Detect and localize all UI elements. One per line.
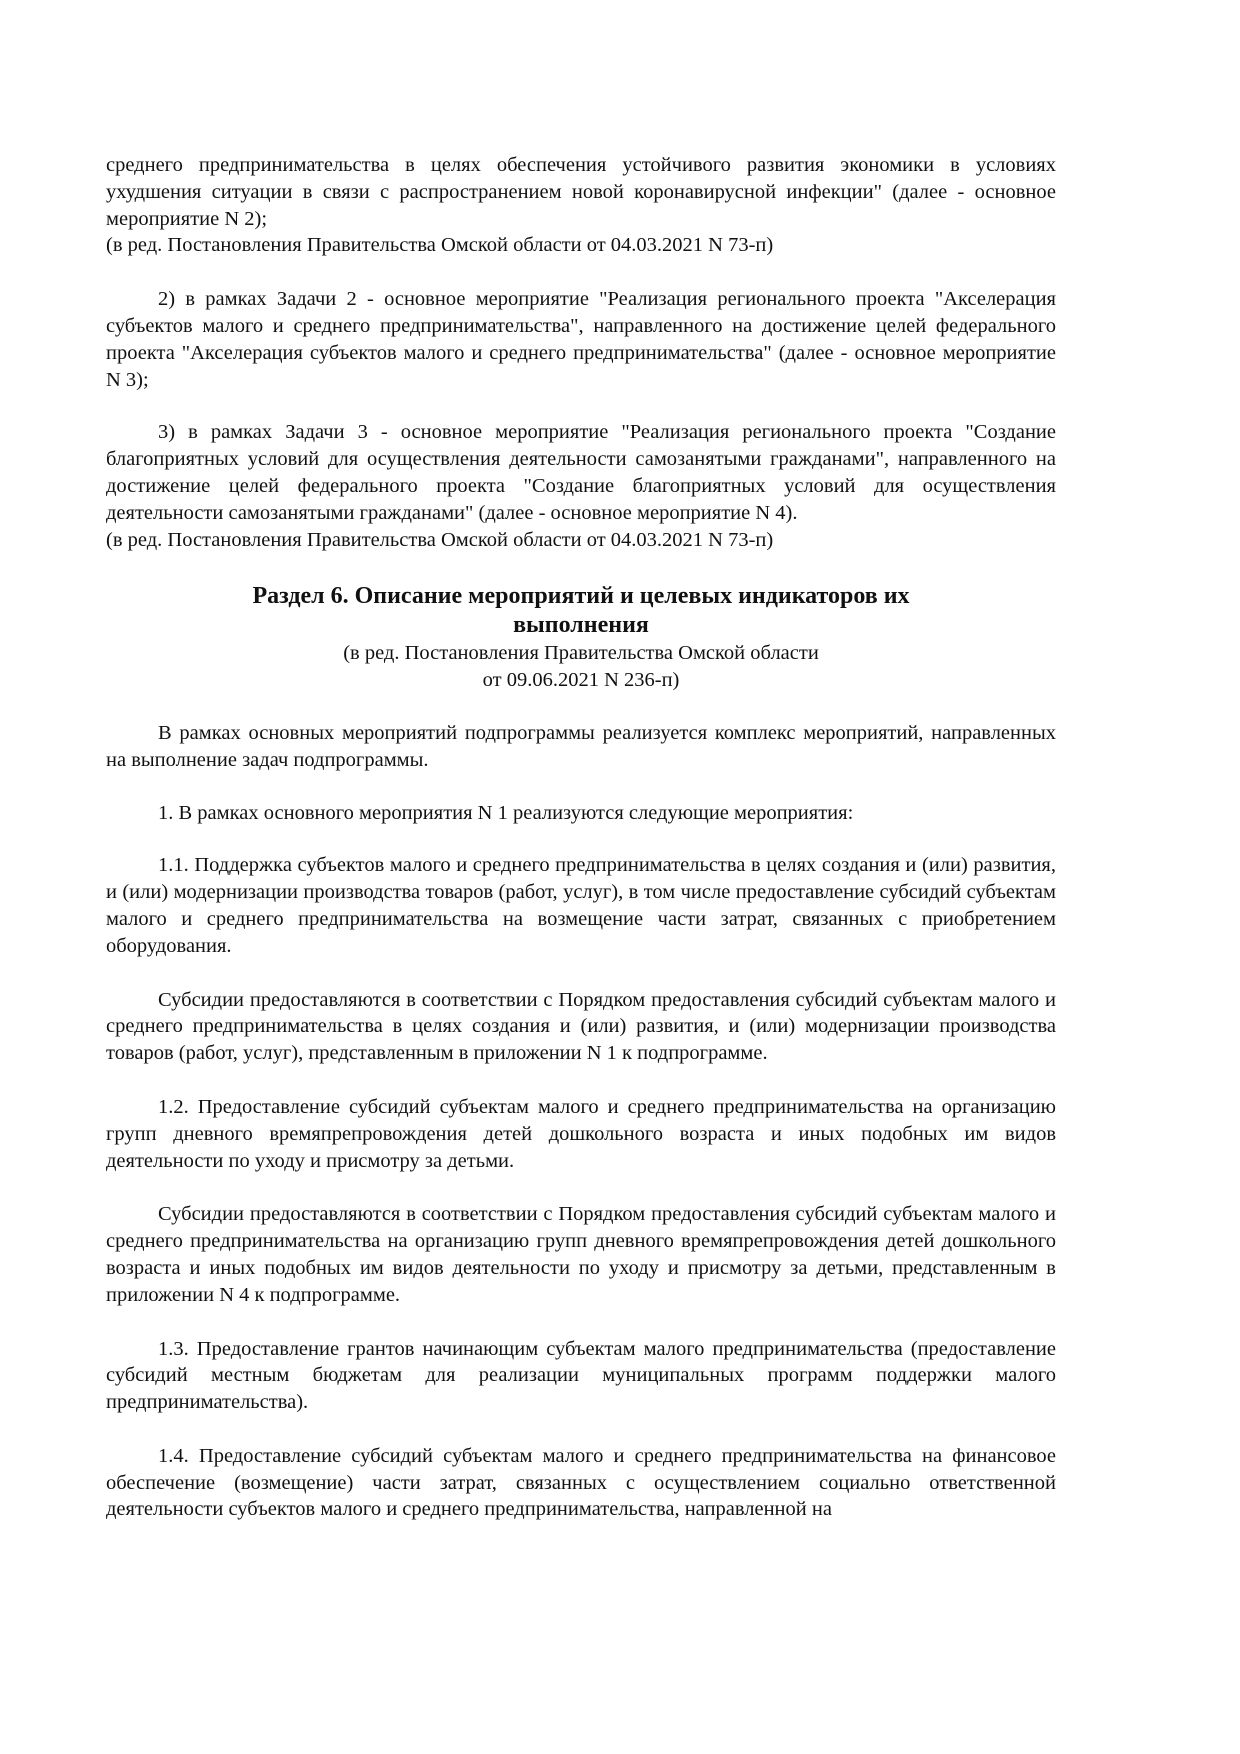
paragraph-1-2: 1.2. Предоставление субсидий субъектам малого и среднего предпринимательства на организацию групп дневного времяпрепровождения детей дошкольного возраста и иных подобных им видов деятельности по уходу и присмотру за детьми.: [106, 1095, 1056, 1172]
item-2-paragraph: 2) в рамках Задачи 2 - основное мероприятие "Реализация регионального проекта "Акселерация субъектов малого и среднего предпринимательства", направленного на достижение целей федерального проекта "Акселерация субъектов малого и среднего предпринимательства" (далее - основное мероприятие N 3);: [106, 288, 1056, 391]
intro-paragraph: среднего предпринимательства в целях обеспечения устойчивого развития экономики в условиях ухудшения ситуации в связи с распространением новой коронавирусной инфекции" (далее - основное мероприятие N 2);: [106, 154, 1056, 230]
paragraph-1-1: 1.1. Поддержка субъектов малого и среднего предпринимательства в целях создания и (или) развития, и (или) модернизации производства товаров (работ, услуг), в том числе предоставление субсидий субъектам малого и среднего предпринимательства на возмещение части затрат, связанных с приобретением оборудования.: [106, 854, 1056, 957]
item-3-paragraph: 3) в рамках Задачи 3 - основное мероприятие "Реализация регионального проекта "Создание благоприятных условий для осуществления деятельности самозанятыми гражданами", направленного на достижение целей федерального проекта "Создание благоприятных условий для осуществления деятельности самозанятыми гражданами" (далее - основное мероприятие N 4).: [106, 421, 1056, 524]
paragraph-1-3: 1.3. Предоставление грантов начинающим субъектам малого предпринимательства (предоставление субсидий местным бюджетам для реализации муниципальных программ поддержки малого предпринимательства).: [106, 1337, 1056, 1414]
paragraph-1-1-subsidy: Субсидии предоставляются в соответствии с Порядком предоставления субсидий субъектам малого и среднего предпринимательства в целях создания и (или) развития, и (или) модернизации производства товаров (работ, услуг), представленным в приложении N 1 к подпрограмме.: [106, 988, 1056, 1065]
intro-amendment-note: (в ред. Постановления Правительства Омской области от 04.03.2021 N 73-п): [106, 234, 774, 257]
section-6-intro-paragraph: В рамках основных мероприятий подпрограммы реализуется комплекс мероприятий, направленных на выполнение задач подпрограммы.: [106, 721, 1056, 771]
paragraph-1-2-subsidy: Субсидии предоставляются в соответствии с Порядком предоставления субсидий субъектам малого и среднего предпринимательства на организацию групп дневного времяпрепровождения детей дошкольного возраста и иных подобных им видов деятельности по уходу и присмотру за детьми, представленным в приложении N 4 к подпрограмме.: [106, 1203, 1056, 1306]
item-3-amendment-note: (в ред. Постановления Правительства Омской области от 04.03.2021 N 73-п): [106, 528, 774, 551]
section-6-title-line-1: Раздел 6. Описание мероприятий и целевых индикаторов их: [252, 583, 910, 610]
section-6-title-line-2: выполнения: [513, 612, 649, 639]
paragraph-1-4: 1.4. Предоставление субсидий субъектам малого и среднего предпринимательства на финансовое обеспечение (возмещение) части затрат, связанных с осуществлением социально ответственной деятельности субъектов малого и среднего предпринимательства, направленной на: [106, 1444, 1056, 1521]
section-6-header: [106, 582, 1056, 694]
section-6-amendment-line-1: (в ред. Постановления Правительства Омской области: [343, 642, 819, 665]
section-6-amendment-line-2: от 09.06.2021 N 236-п): [482, 669, 680, 692]
paragraph-measure-1: 1. В рамках основного мероприятия N 1 реализуются следующие мероприятия:: [158, 801, 854, 824]
document-page: [106, 152, 1056, 1523]
